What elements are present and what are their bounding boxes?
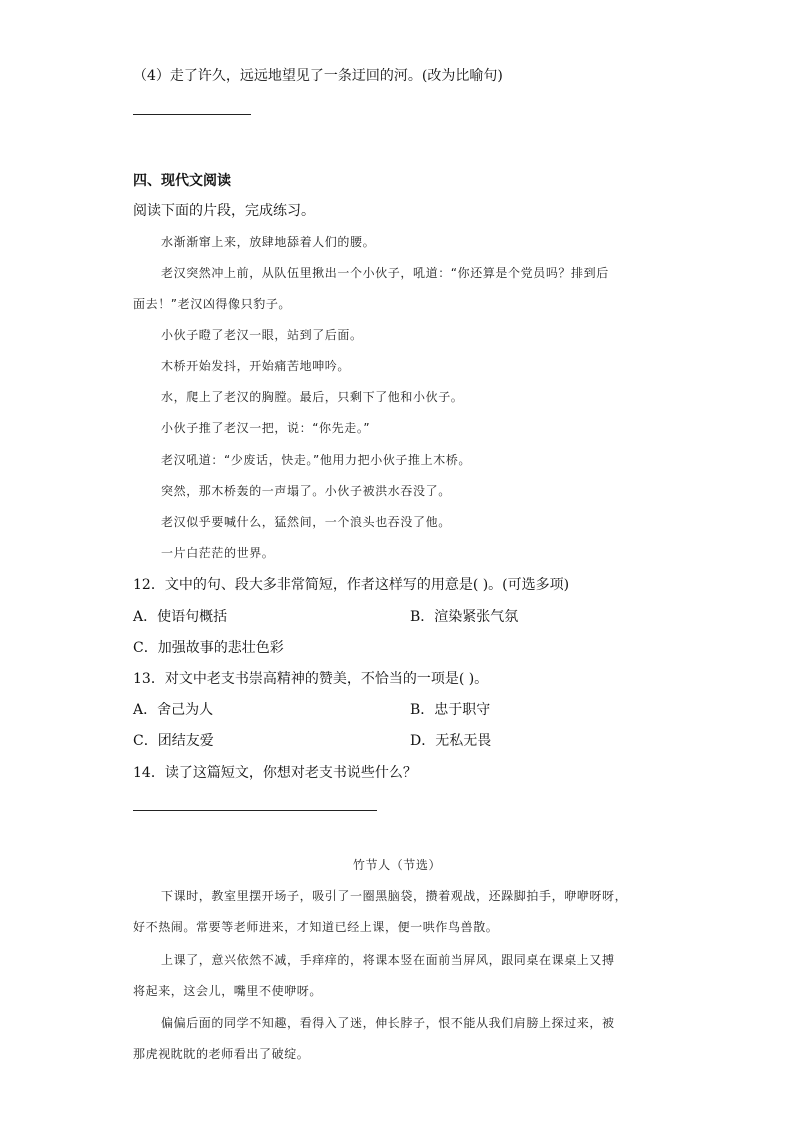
- passage-2-line: 偏偏后面的同学不知趣，看得入了迷，伸长脖子，恨不能从我们肩膀上探过来，被: [161, 1016, 615, 1030]
- passage-2-line: 那虎视眈眈的老师看出了破绽。: [133, 1047, 310, 1061]
- passage-2-title: 竹节人（节选）: [352, 858, 442, 872]
- passage-line: 小伙子推了老汉一把，说：“你先走。”: [161, 421, 371, 435]
- question-12-stem: 12．文中的句、段大多非常简短，作者这样写的用意是( )。(可选多项): [133, 577, 570, 593]
- passage-line: 突然，那木桥轰的一声塌了。小伙子被洪水吞没了。: [161, 484, 451, 498]
- section-heading: 四、现代文阅读: [133, 173, 231, 189]
- passage-line: 老汉突然冲上前，从队伍里揪出一个小伙子，吼道：“你还算是个党员吗？排到后: [161, 266, 609, 280]
- passage-line: 水，爬上了老汉的胸膛。最后，只剩下了他和小伙子。: [161, 390, 464, 404]
- passage-2-line: 上课了，意兴依然不减，手痒痒的，将课本竖在面前当屏风，跟同桌在课桌上又搏: [161, 953, 615, 967]
- question-12-option-c[interactable]: C．加强故事的悲壮色彩: [133, 640, 284, 656]
- passage-line: 老汉似乎要喊什么，猛然间，一个浪头也吞没了他。: [161, 515, 451, 529]
- question-13-stem: 13．对文中老支书崇高精神的赞美，不恰当的一项是( )。: [133, 671, 489, 687]
- question-13-option-a[interactable]: A．舍己为人: [133, 702, 214, 718]
- section-instruction: 阅读下面的片段，完成练习。: [133, 203, 315, 219]
- passage-line: 小伙子瞪了老汉一眼，站到了后面。: [161, 328, 363, 342]
- question-12-option-a[interactable]: A．使语句概括: [133, 609, 228, 625]
- passage-line: 面去！”老汉凶得像只豹子。: [133, 297, 292, 311]
- question-12-option-b[interactable]: B．渲染紧张气氛: [410, 609, 519, 625]
- passage-line: 水渐渐窜上来，放肆地舔着人们的腰。: [161, 235, 376, 249]
- question-13-option-d[interactable]: D．无私无畏: [410, 733, 492, 749]
- question-13-option-c[interactable]: C．团结友爱: [133, 733, 214, 749]
- question-14-stem: 14．读了这篇短文，你想对老支书说些什么？: [133, 765, 417, 781]
- answer-line-item-4[interactable]: [133, 114, 251, 115]
- passage-line: 一片白茫茫的世界。: [161, 546, 275, 560]
- passage-line: 老汉吼道：“少废话，快走。”他用力把小伙子推上木桥。: [161, 453, 472, 467]
- passage-2-line: 下课时，教室里摆开场子，吸引了一圈黑脑袋，攒着观战，还跺脚拍手，咿咿呀呀，: [161, 889, 628, 903]
- passage-2-line: 好不热闹。常要等老师进来，才知道已经上课，便一哄作鸟兽散。: [133, 920, 499, 934]
- passage-2-line: 将起来，这会儿，嘴里不使咿呀。: [133, 984, 323, 998]
- answer-line-question-14[interactable]: [133, 810, 377, 811]
- passage-line: 木桥开始发抖，开始痛苦地呻吟。: [161, 359, 351, 373]
- question-item-4: （4）走了许久，远远地望见了一条迂回的河。(改为比喻句): [133, 68, 503, 84]
- question-13-option-b[interactable]: B．忠于职守: [410, 702, 491, 718]
